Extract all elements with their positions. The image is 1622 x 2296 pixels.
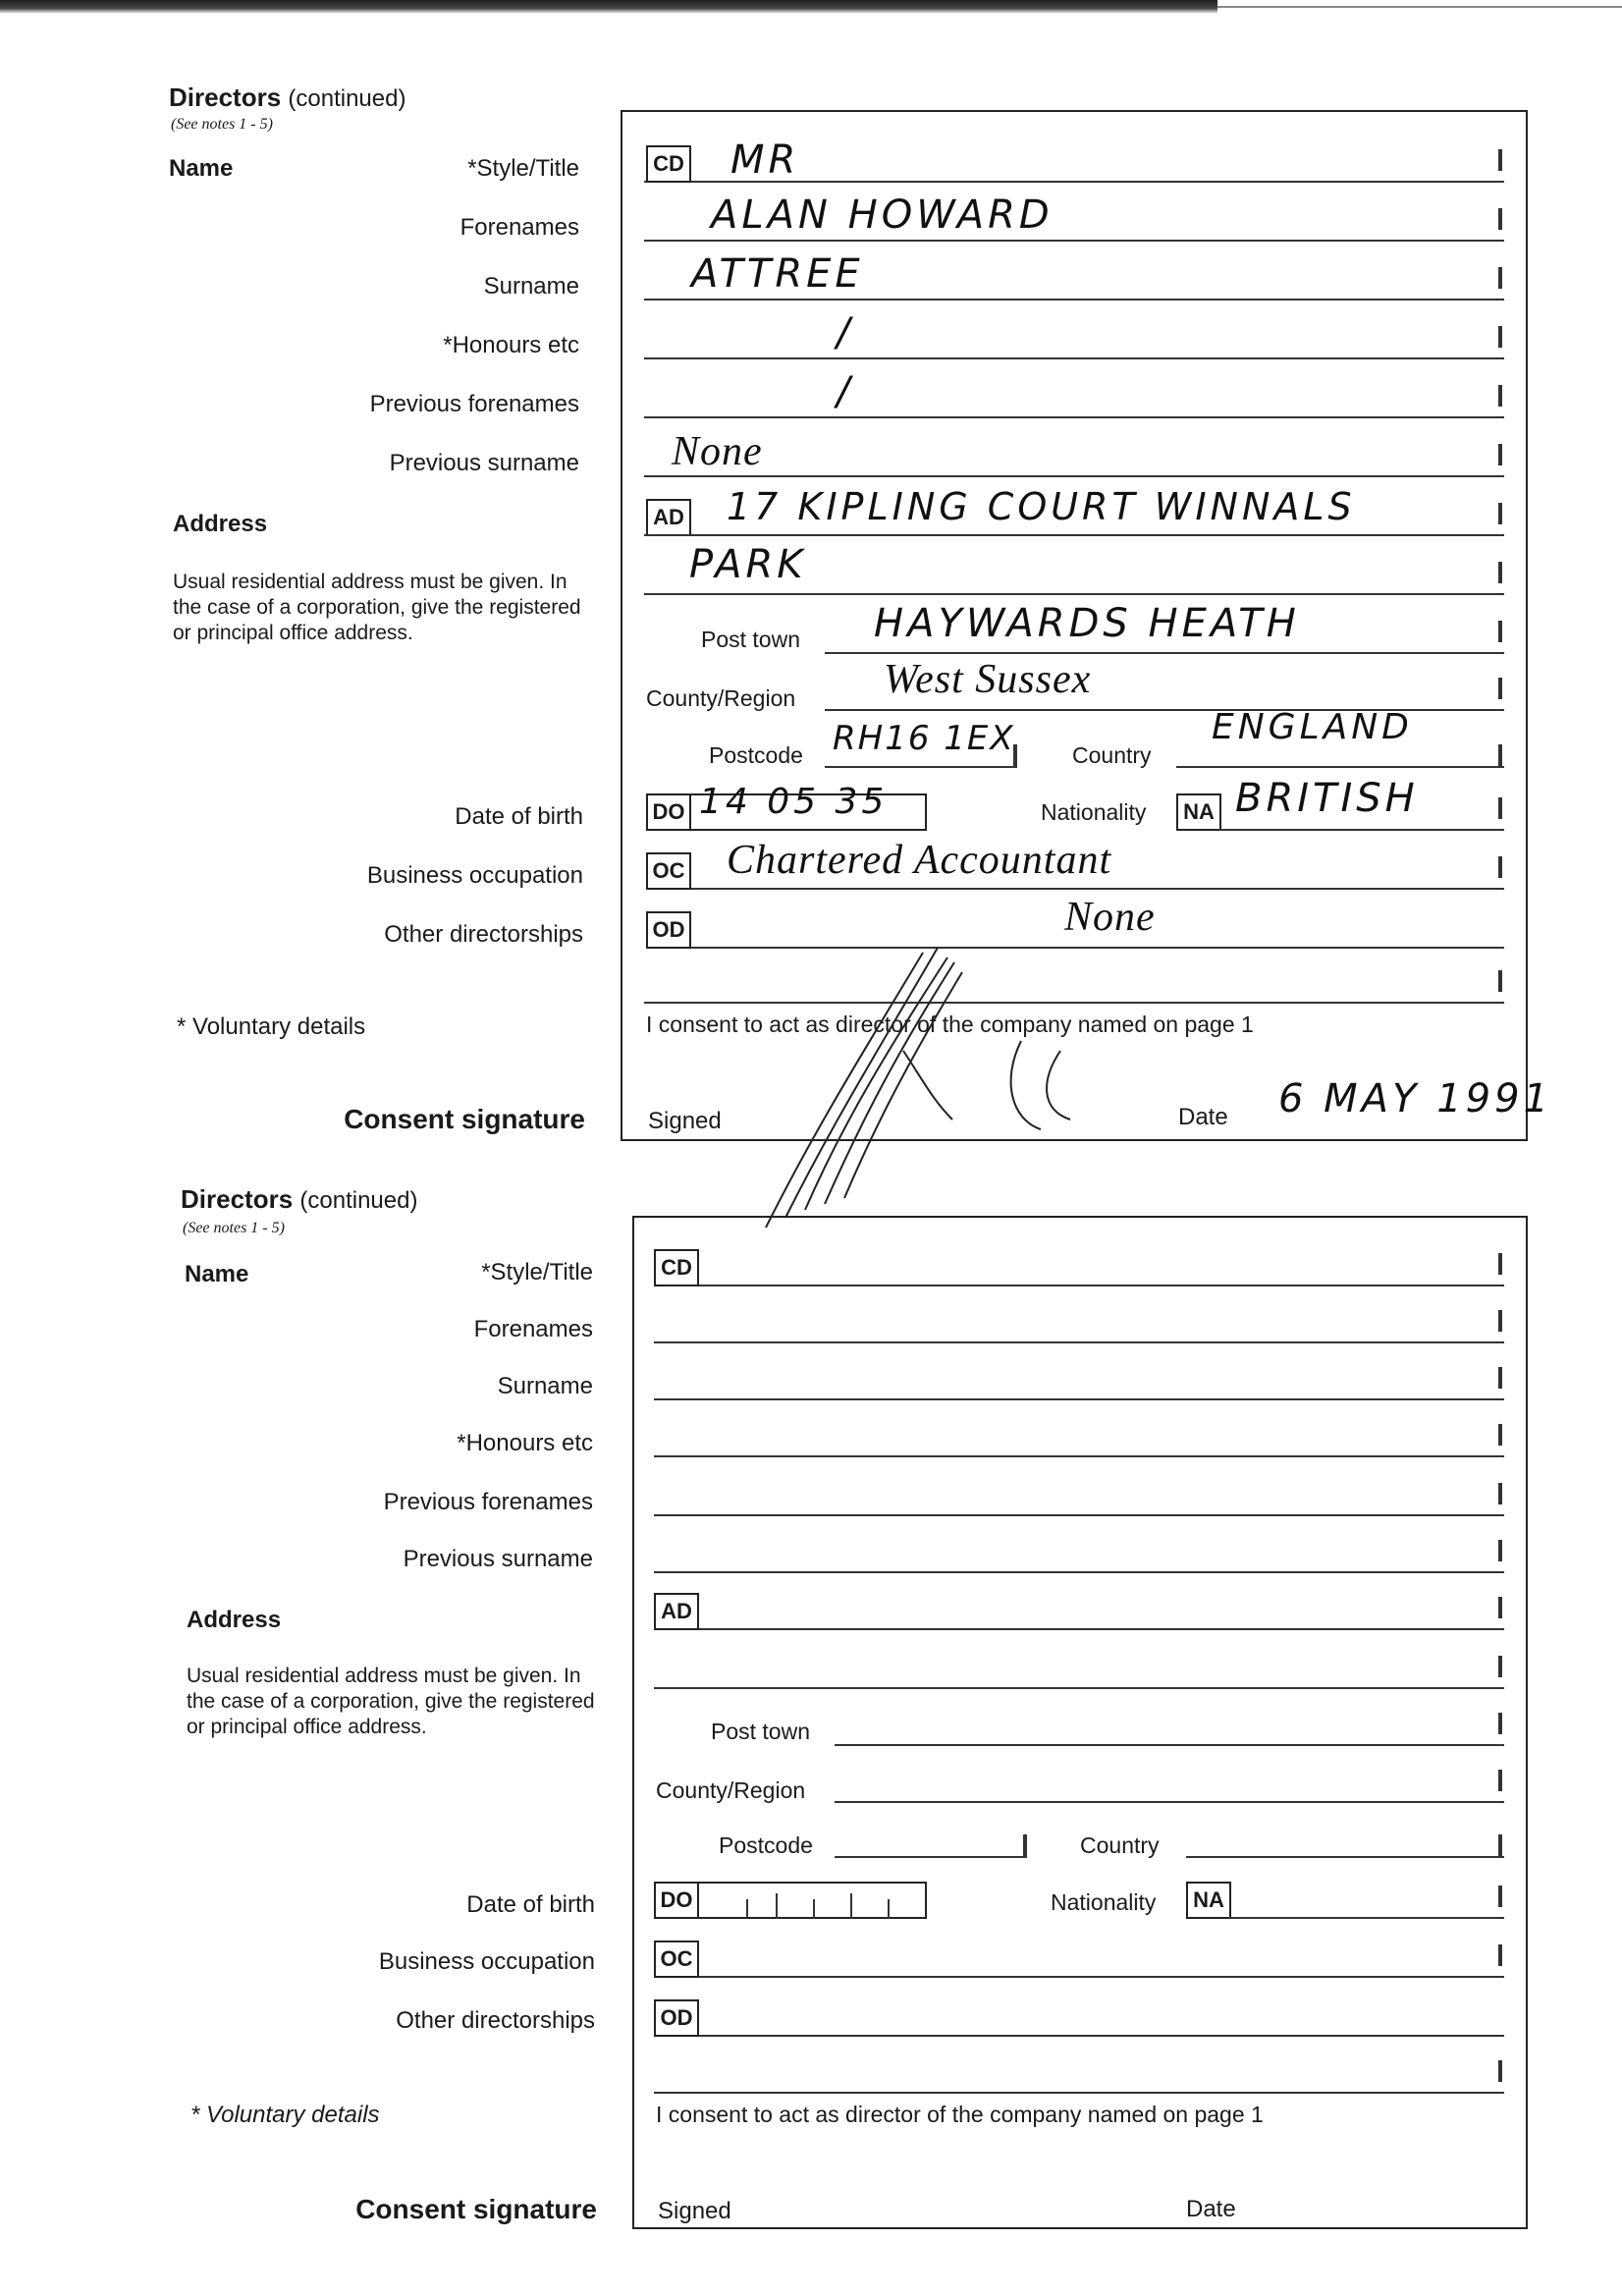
honours-label: *Honours etc [443, 332, 579, 358]
other-directorships-label: Other directorships [396, 2007, 595, 2034]
consent-text: I consent to act as director of the company named on page 1 [646, 1011, 1254, 1037]
date-of-birth-label: Date of birth [455, 803, 583, 830]
honours-line [654, 1455, 1504, 1457]
section-heading [169, 82, 406, 113]
post-town-line [825, 652, 1504, 654]
style-title-value[interactable]: MR [730, 137, 800, 183]
directorships-code-box: OD [646, 911, 691, 949]
field-end-tick [1498, 1310, 1502, 1332]
postcode-label: Postcode [719, 1832, 813, 1858]
business-occupation-label: Business occupation [378, 1948, 595, 1975]
address-line-1 [644, 534, 1504, 536]
county-region-label: County/Region [656, 1777, 806, 1803]
surname-line [654, 1398, 1504, 1400]
county-region-line [835, 1801, 1504, 1803]
address-line-1 [699, 1628, 1504, 1630]
nationality-value[interactable]: BRITISH [1235, 776, 1419, 821]
name-label: Name [185, 1261, 249, 1287]
surname-value[interactable]: ATTREE [691, 251, 864, 297]
field-end-tick [1498, 149, 1502, 171]
field-end-tick [1498, 797, 1502, 819]
field-end-tick [1498, 1770, 1502, 1791]
field-end-tick [1498, 744, 1502, 766]
field-end-tick [1498, 1424, 1502, 1446]
nationality-code-box: NA [1186, 1882, 1231, 1919]
nationality-line [1219, 829, 1504, 831]
previous-surname-label: Previous surname [389, 450, 579, 476]
occupation-code-box: OC [654, 1941, 699, 1978]
style-code-box: CD [654, 1249, 699, 1286]
dob-value[interactable]: 14 05 35 [699, 782, 889, 822]
field-end-tick [1498, 267, 1502, 289]
previous-surname-line [654, 1571, 1504, 1573]
directorships-line-2[interactable] [654, 2092, 1504, 2094]
notes-reference: (See notes 1 - 5) [171, 116, 273, 133]
postcode-label: Postcode [709, 742, 803, 768]
date-label: Date [1178, 1104, 1228, 1130]
honours-value[interactable]: / [837, 310, 854, 355]
country-value[interactable]: ENGLAND [1212, 707, 1413, 747]
field-end-tick [1498, 1656, 1502, 1677]
style-title-label: *Style/Title [481, 1259, 593, 1285]
field-end-tick [1498, 1944, 1502, 1966]
dob-code-box: DO [646, 793, 691, 831]
previous-forenames-line [654, 1514, 1504, 1516]
field-end-tick [1498, 385, 1502, 407]
previous-forenames-label: Previous forenames [369, 391, 579, 417]
field-end-tick [1498, 1713, 1502, 1734]
address-code-box: AD [646, 499, 691, 536]
field-end-tick [1023, 1834, 1027, 1856]
dob-field[interactable] [697, 1882, 927, 1919]
postcode-line [835, 1856, 1027, 1858]
address-line-1-value[interactable]: 17 KIPLING COURT WINNALS [727, 485, 1356, 528]
address-instructions: Usual residential address must be given. In the case of a corporation, give the registered or principal office address. [187, 1665, 595, 1738]
occupation-line [691, 888, 1504, 890]
field-end-tick [1498, 856, 1502, 878]
date-of-birth-label: Date of birth [466, 1891, 595, 1918]
field-end-tick [1498, 1834, 1502, 1856]
field-end-tick [1498, 1253, 1502, 1275]
address-code-box: AD [654, 1593, 699, 1630]
field-end-tick [1498, 1367, 1502, 1389]
consent-signature-label: Consent signature [355, 2194, 597, 2224]
consent-signature-label: Consent signature [344, 1104, 585, 1134]
field-end-tick [1498, 1483, 1502, 1504]
dob-separator [813, 1899, 815, 1919]
field-end-tick [1498, 1597, 1502, 1618]
signed-label: Signed [658, 2198, 731, 2224]
honours-label: *Honours etc [457, 1430, 593, 1456]
address-line-2 [654, 1687, 1504, 1689]
business-occupation-label: Business occupation [366, 862, 583, 889]
field-end-tick [1498, 503, 1502, 524]
consent-text: I consent to act as director of the company named on page 1 [656, 2102, 1264, 2127]
post-town-label: Post town [701, 627, 800, 652]
directorships-code-box: OD [654, 1999, 699, 2037]
field-end-tick [1498, 444, 1502, 465]
dob-separator [776, 1893, 778, 1919]
field-end-tick [1498, 2060, 1502, 2082]
style-title-label: *Style/Title [467, 155, 579, 182]
occupation-line[interactable] [699, 1976, 1504, 1978]
post-town-line [835, 1744, 1504, 1746]
dob-separator [888, 1899, 890, 1919]
forenames-line [654, 1341, 1504, 1343]
country-line [1176, 766, 1504, 768]
style-code-box: CD [646, 145, 691, 183]
previous-surname-label: Previous surname [403, 1546, 593, 1572]
forenames-line [644, 240, 1504, 242]
forenames-label: Forenames [473, 1316, 593, 1342]
previous-forenames-label: Previous forenames [383, 1489, 593, 1515]
field-end-tick [1498, 326, 1502, 348]
heading-suffix: (continued) [288, 85, 406, 112]
previous-forenames-value[interactable]: / [837, 369, 854, 414]
heading-suffix: (continued) [299, 1187, 418, 1214]
nationality-code-box: NA [1176, 793, 1221, 831]
surname-label: Surname [497, 1373, 593, 1399]
dob-code-box: DO [654, 1882, 699, 1919]
handwritten-signature [727, 933, 1139, 1247]
postcode-line [825, 766, 1017, 768]
date-value[interactable]: 6 MAY 1991 [1278, 1076, 1552, 1121]
forenames-label: Forenames [460, 214, 579, 241]
address-line-2 [644, 593, 1504, 595]
address-label: Address [173, 511, 268, 537]
directorships-line-1[interactable] [699, 2035, 1504, 2037]
county-region-value[interactable]: West Sussex [884, 657, 1092, 702]
post-town-label: Post town [711, 1719, 810, 1744]
style-title-line [699, 1285, 1504, 1286]
other-directorships-label: Other directorships [384, 921, 583, 948]
surname-line [644, 299, 1504, 301]
field-end-tick [1498, 208, 1502, 230]
heading-title: Directors [169, 82, 282, 112]
section-heading [181, 1184, 417, 1215]
occupation-code-box: OC [646, 852, 691, 890]
name-label: Name [169, 155, 234, 182]
post-town-value[interactable]: HAYWARDS HEATH [874, 601, 1300, 646]
country-line [1186, 1856, 1504, 1858]
signed-label: Signed [648, 1108, 722, 1134]
field-end-tick [1498, 678, 1502, 699]
address-label: Address [187, 1607, 282, 1633]
nationality-label: Nationality [1051, 1889, 1157, 1915]
field-end-tick [1498, 970, 1502, 992]
address-line-2-value[interactable]: PARK [689, 542, 807, 587]
field-end-tick [1498, 1540, 1502, 1561]
heading-title: Directors [181, 1184, 294, 1214]
scan-top-edge [0, 0, 1217, 14]
country-label: Country [1080, 1832, 1160, 1858]
field-end-tick [1498, 621, 1502, 642]
surname-label: Surname [483, 273, 579, 300]
dob-separator [746, 1899, 748, 1919]
date-label: Date [1186, 2196, 1236, 2222]
nationality-label: Nationality [1041, 799, 1147, 825]
scan-top-edge-thin [1217, 6, 1622, 8]
country-label: Country [1072, 742, 1152, 768]
field-end-tick [1498, 1886, 1502, 1907]
previous-forenames-line [644, 416, 1504, 418]
county-region-label: County/Region [646, 685, 796, 711]
directorships-value[interactable]: None [1064, 895, 1156, 940]
voluntary-details-note: * Voluntary details [177, 1013, 366, 1040]
previous-surname-line [644, 475, 1504, 477]
honours-line [644, 357, 1504, 359]
dob-separator [850, 1893, 852, 1919]
previous-surname-value[interactable]: None [672, 429, 763, 474]
postcode-value[interactable]: RH16 1EX [833, 719, 1015, 758]
nationality-line[interactable] [1229, 1917, 1504, 1919]
forenames-value[interactable]: ALAN HOWARD [711, 192, 1054, 238]
occupation-value[interactable]: Chartered Accountant [727, 838, 1112, 883]
address-instructions: Usual residential address must be given. In the case of a corporation, give the registered or principal office address. [173, 571, 581, 644]
notes-reference: (See notes 1 - 5) [183, 1220, 285, 1236]
field-end-tick [1498, 562, 1502, 583]
voluntary-details-note: * Voluntary details [190, 2102, 380, 2128]
